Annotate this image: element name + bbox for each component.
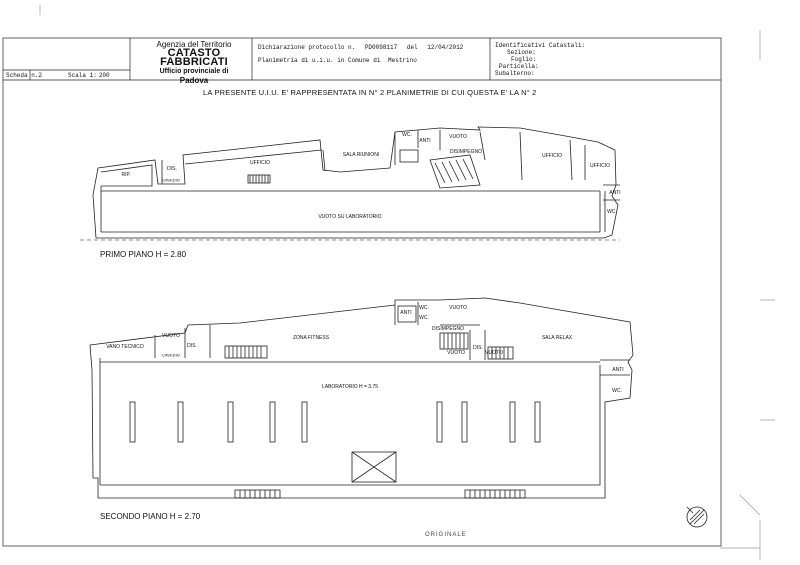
room-laboratorio: LABORATORIO H = 3.75 xyxy=(321,384,379,390)
room-dis-a: DIS. xyxy=(187,343,197,349)
ident-foglio: Foglio: xyxy=(511,56,537,63)
ufficio-label: Ufficio provinciale di xyxy=(159,68,229,75)
room-vano-tecnico: VANO TECNICO xyxy=(106,344,144,350)
room-sala-relax: SALA RELAX xyxy=(541,335,573,341)
room-cavedio: CAVEDIO xyxy=(162,177,180,183)
agency-name: Agenzia del Territorio xyxy=(156,40,232,49)
plan-count-banner: LA PRESENTE U.I.U. E' RAPPRESENTATA IN N° 2 PLANIMETRIE DI CUI QUESTA E' LA N° 2 xyxy=(203,88,537,97)
room-wc-c: WC. xyxy=(612,388,622,394)
room-anti-b-2: ANTI xyxy=(612,367,624,373)
agency-block xyxy=(140,40,248,85)
plan-label: Planimetria di u.i.u. in Comune di xyxy=(258,57,381,64)
ident-title: Identificativi Catastali: xyxy=(495,42,586,49)
north-arrow xyxy=(687,507,707,527)
room-vuoto-d: VUOTO xyxy=(485,350,503,356)
plan-line xyxy=(258,56,417,65)
room-vuoto-a: VUOTO xyxy=(162,333,180,339)
room-cavedio-2: CAVEDIO xyxy=(162,352,180,358)
room-ufficio-b: UFFICIO xyxy=(542,153,562,159)
scala-cell xyxy=(68,71,110,80)
room-disimpegno: DISIMPEGNO xyxy=(450,149,482,155)
floor2-title: SECONDO PIANO H = 2.70 xyxy=(100,512,201,521)
plan-comune: Mestrino xyxy=(388,57,417,64)
room-wc-a-2: WC. xyxy=(419,305,429,311)
room-rip: RIP. xyxy=(121,172,131,178)
ident-subalterno: Subalterno: xyxy=(495,70,535,77)
room-disimpegno-2: DISIMPEGNO xyxy=(432,326,464,332)
scheda-value: 2 xyxy=(38,72,43,79)
room-vuoto-c: VUOTO xyxy=(447,350,465,356)
room-anti-a: ANTI xyxy=(419,138,431,144)
room-zona-fitness: ZONA FITNESS xyxy=(292,335,330,341)
ident-sezione: Sezione: xyxy=(507,49,536,56)
ident-particella: Particella: xyxy=(499,63,539,70)
room-dis-b: DIS. xyxy=(473,345,483,351)
scheda-label: Scheda n. xyxy=(6,72,39,79)
room-anti-a-2: ANTI xyxy=(400,310,412,316)
sheet-frame xyxy=(3,38,721,546)
room-vuoto-b: VUOTO xyxy=(449,305,467,311)
scala-value: 200 xyxy=(98,72,110,79)
room-anti-b: ANTI xyxy=(609,190,621,196)
room-dis: DIS. xyxy=(167,166,177,172)
scala-label: Scala 1: xyxy=(68,72,97,79)
room-ufficio-a: UFFICIO xyxy=(250,160,270,166)
protocol-line xyxy=(258,43,463,52)
room-wc-b-2: WC. xyxy=(419,315,429,321)
protocol-date: 12/04/2012 xyxy=(427,44,464,51)
floor1-title: PRIMO PIANO H = 2.80 xyxy=(100,250,187,259)
protocol-date-label: del xyxy=(406,44,418,51)
footer-stamp: ORIGINALE xyxy=(425,532,467,538)
protocol-label: Dichiarazione protocollo n. xyxy=(258,44,356,51)
room-ufficio-c: UFFICIO xyxy=(590,163,610,169)
room-wc-b: WC. xyxy=(607,209,617,215)
room-vuoto-laboratorio: VUOTO SU LABORATORIO xyxy=(318,214,382,220)
floor1-plan xyxy=(80,127,620,240)
floor2-plan xyxy=(90,298,633,498)
room-vuoto: VUOTO xyxy=(449,134,467,140)
room-sala-riunioni: SALA RIUNIONI xyxy=(342,152,380,158)
catasto-title: CATASTO FABBRICATI xyxy=(160,47,228,68)
scheda-cell xyxy=(6,71,42,80)
provincia-name: Padova xyxy=(179,76,209,85)
ident-block xyxy=(495,42,585,77)
protocol-number: PD0098117 xyxy=(364,44,398,51)
room-wc-a: WC. xyxy=(402,132,412,138)
